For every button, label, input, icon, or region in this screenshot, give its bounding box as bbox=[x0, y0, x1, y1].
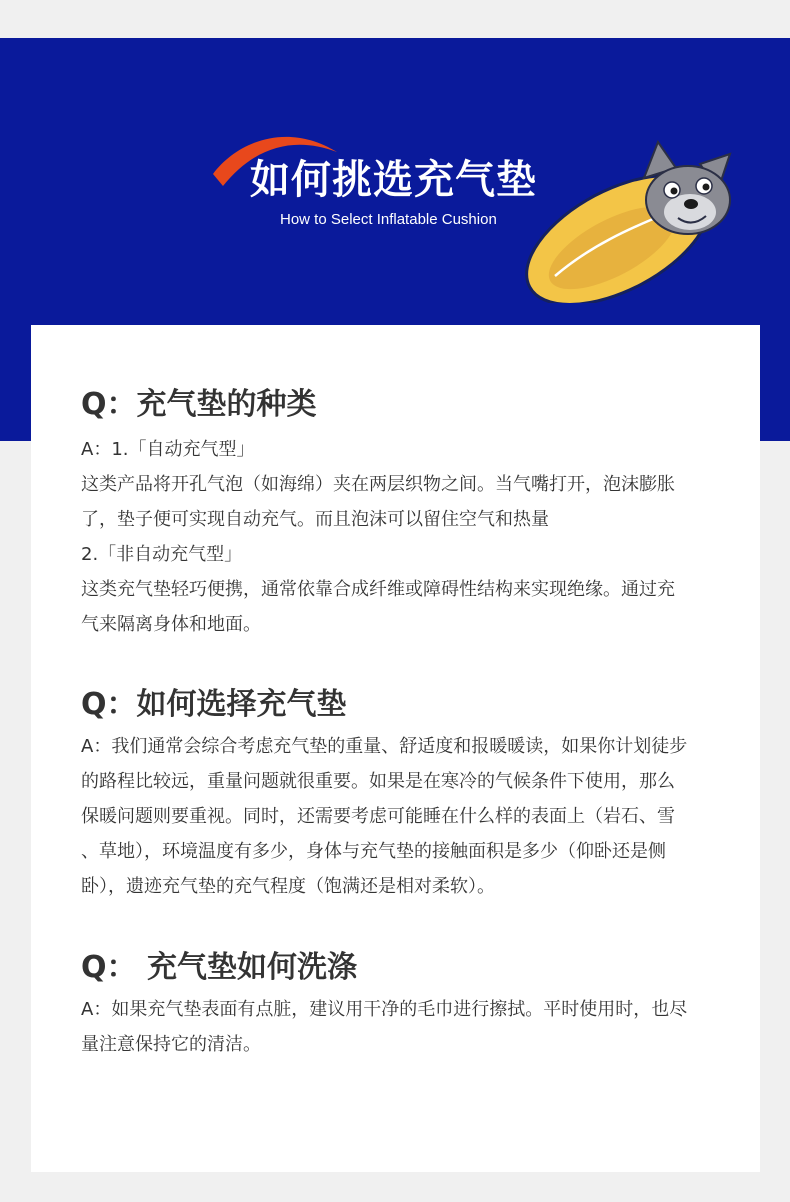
answer-line: 2.「非自动充气型」 bbox=[81, 544, 243, 565]
answer-line: 了，垫子便可实现自动充气。而且泡沫可以留住空气和热量 bbox=[81, 509, 549, 530]
answer-block bbox=[81, 729, 721, 904]
answer-line: 这类充气垫轻巧便携，通常依靠合成纤维或障碍性结构来实现绝缘。通过充 bbox=[81, 579, 675, 600]
question-heading: Q： 充气垫如何洗涤 bbox=[81, 950, 357, 985]
answer-line: 、草地），环境温度有多少，身体与充气垫的接触面积是多少（仰卧还是侧 bbox=[81, 841, 666, 862]
question-heading: Q：如何选择充气垫 bbox=[81, 687, 347, 722]
answer-line: 保暖问题则要重视。同时，还需要考虑可能睡在什么样的表面上（岩石、雪 bbox=[81, 806, 675, 827]
faq-card bbox=[31, 325, 760, 1172]
wolf-sleeping-bag-illustration bbox=[520, 128, 740, 303]
answer-line: 卧），遗迹充气垫的充气程度（饱满还是相对柔软）。 bbox=[81, 876, 495, 897]
page-subtitle: How to Select Inflatable Cushion bbox=[280, 211, 497, 228]
faq-item-choosing bbox=[81, 685, 721, 904]
page-title: 如何挑选充气垫 bbox=[250, 157, 537, 203]
answer-line: A：如果充气垫表面有点脏，建议用干净的毛巾进行擦拭。平时使用时，也尽 bbox=[81, 999, 688, 1020]
faq-item-types bbox=[81, 385, 721, 642]
answer-line: 量注意保持它的清洁。 bbox=[81, 1034, 261, 1055]
answer-block bbox=[81, 432, 721, 642]
answer-line: 这类产品将开孔气泡（如海绵）夹在两层织物之间。当气嘴打开，泡沫膨胀 bbox=[81, 474, 675, 495]
faq-item-washing bbox=[81, 948, 721, 1062]
answer-line: 气来隔离身体和地面。 bbox=[81, 614, 261, 635]
answer-block bbox=[81, 992, 721, 1062]
question-heading: Q：充气垫的种类 bbox=[81, 387, 317, 422]
answer-line: 的路程比较远，重量问题就很重要。如果是在寒冷的气候条件下使用，那么 bbox=[81, 771, 675, 792]
answer-line: A：1.「自动充气型」 bbox=[81, 439, 255, 460]
answer-line: A：我们通常会综合考虑充气垫的重量、舒适度和报暖暖读，如果你计划徒步 bbox=[81, 736, 688, 757]
